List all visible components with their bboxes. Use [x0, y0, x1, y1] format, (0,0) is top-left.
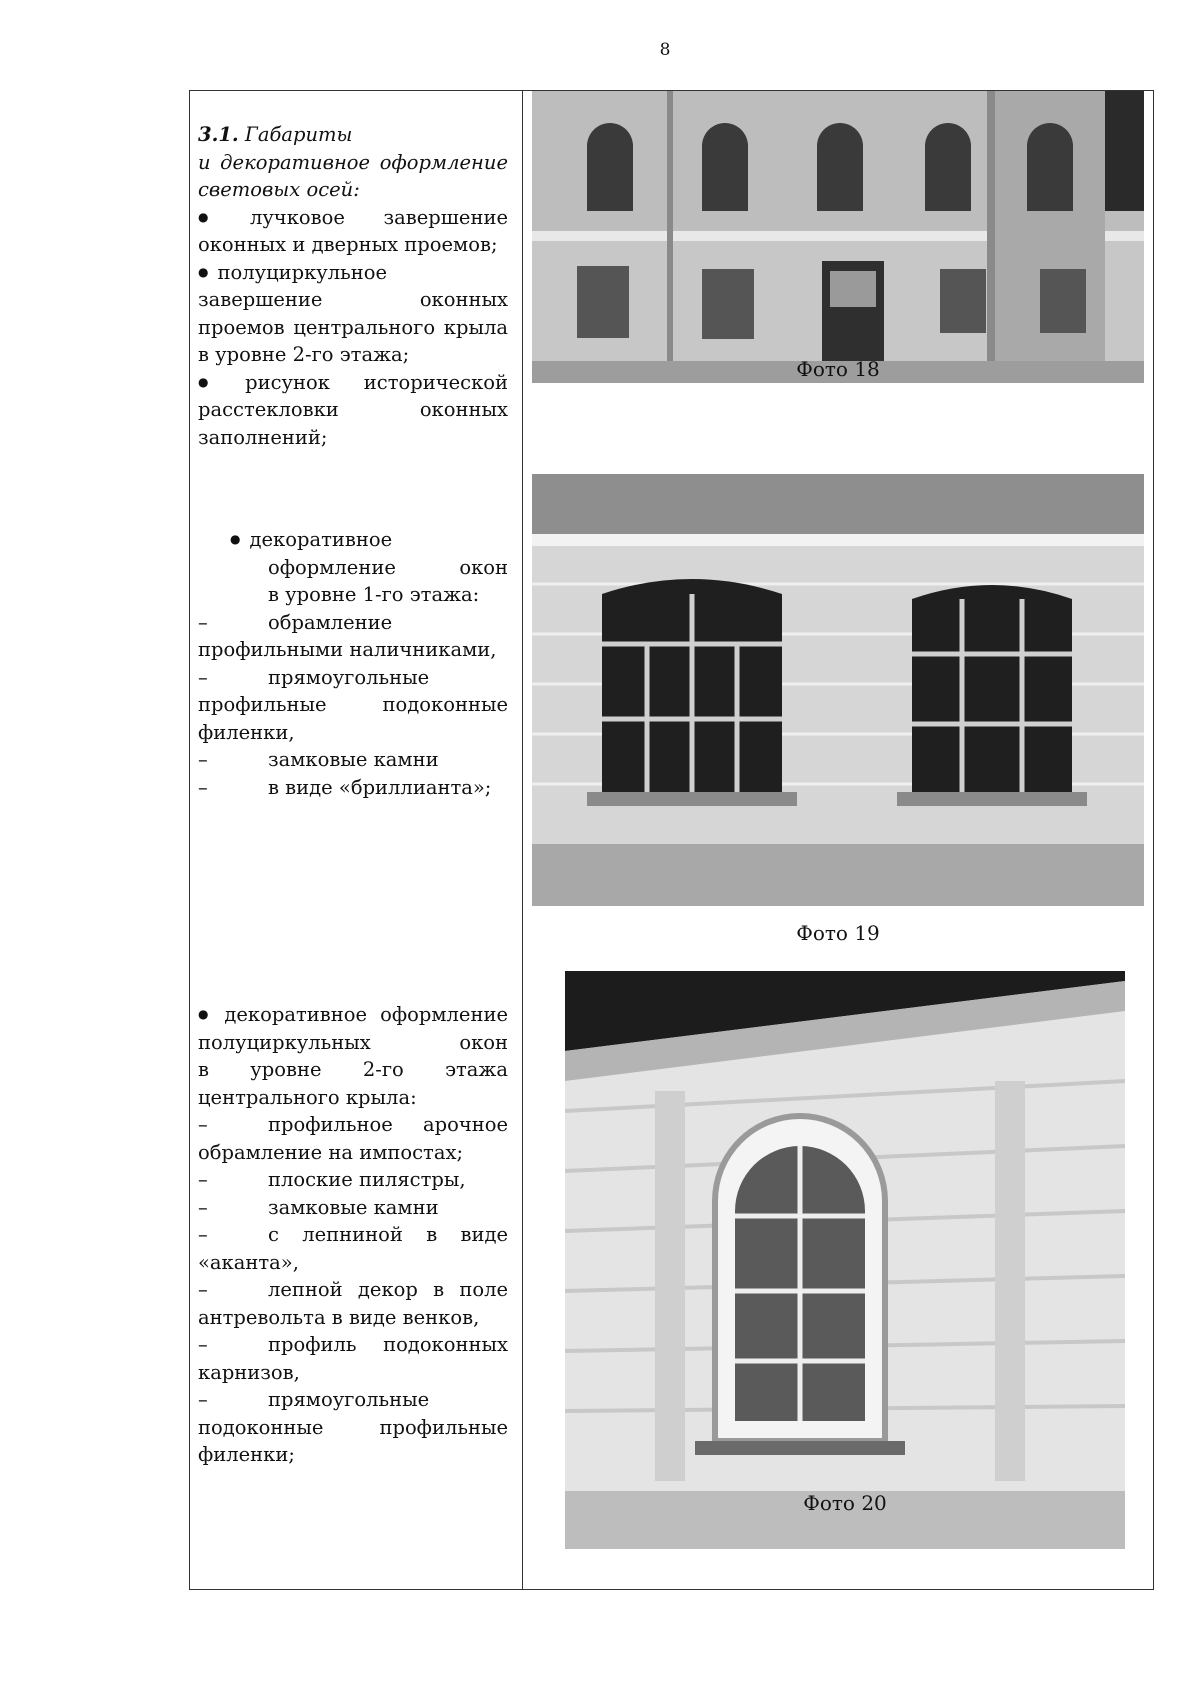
list-item-dash: – профиль подоконных карнизов,	[198, 1333, 508, 1384]
page-number: 8	[659, 40, 671, 60]
column-divider	[522, 91, 523, 1589]
photo-20	[565, 971, 1125, 1549]
list-item-dash: – замковые камни	[198, 748, 439, 771]
document-table	[189, 90, 1154, 1590]
text-block-2	[198, 526, 508, 801]
list-item-dash: – профильное арочное обрамление на импостах;	[198, 1113, 508, 1164]
section-title-line: световых осей:	[198, 178, 360, 201]
list-item-bullet: ● декоративное оформление полуциркульных окон в уровне 2-го этажа центрального крыла:	[198, 1001, 508, 1111]
section-heading	[198, 121, 508, 204]
section-title-line: и декоративное оформление	[198, 150, 508, 174]
photo-19	[532, 474, 1144, 906]
list-item-dash: – прямоугольные профильные подоконные филенки,	[198, 665, 508, 744]
list-item-dash: – плоские пилястры,	[198, 1168, 466, 1191]
list-item-bullet: ● рисунок исторической расстекловки оконных заполнений;	[198, 369, 508, 452]
list-item-bullet: ● полуциркульное завершение оконных проемов центрального крыла в уровне 2-го этажа;	[198, 259, 508, 369]
text-block-3	[198, 1001, 508, 1469]
photo-18-caption: Фото 18	[796, 357, 880, 381]
list-item-dash: – обрамление профильными наличниками,	[198, 610, 497, 661]
text-block-1	[198, 121, 508, 451]
section-title-line: Габариты	[244, 123, 353, 146]
list-item-bullet: ● декоративное оформление окон в уровне 1-го этажа:	[198, 526, 508, 609]
section-number: 3.1.	[198, 123, 239, 146]
list-item-dash: – лепной декор в поле антревольта в виде венков,	[198, 1278, 508, 1329]
photo-20-caption: Фото 20	[803, 1491, 887, 1515]
photo-19-caption: Фото 19	[796, 921, 880, 945]
list-item-dash: – с лепниной в виде «аканта»,	[198, 1223, 508, 1274]
list-item-bullet: ● лучковое завершение оконных и дверных проемов;	[198, 204, 508, 259]
list-item-dash: – в виде «бриллианта»;	[198, 775, 492, 799]
list-item-dash: – замковые камни	[198, 1195, 439, 1219]
list-item-dash: – прямоугольные подоконные профильные филенки;	[198, 1388, 508, 1466]
photo-18	[532, 91, 1144, 383]
